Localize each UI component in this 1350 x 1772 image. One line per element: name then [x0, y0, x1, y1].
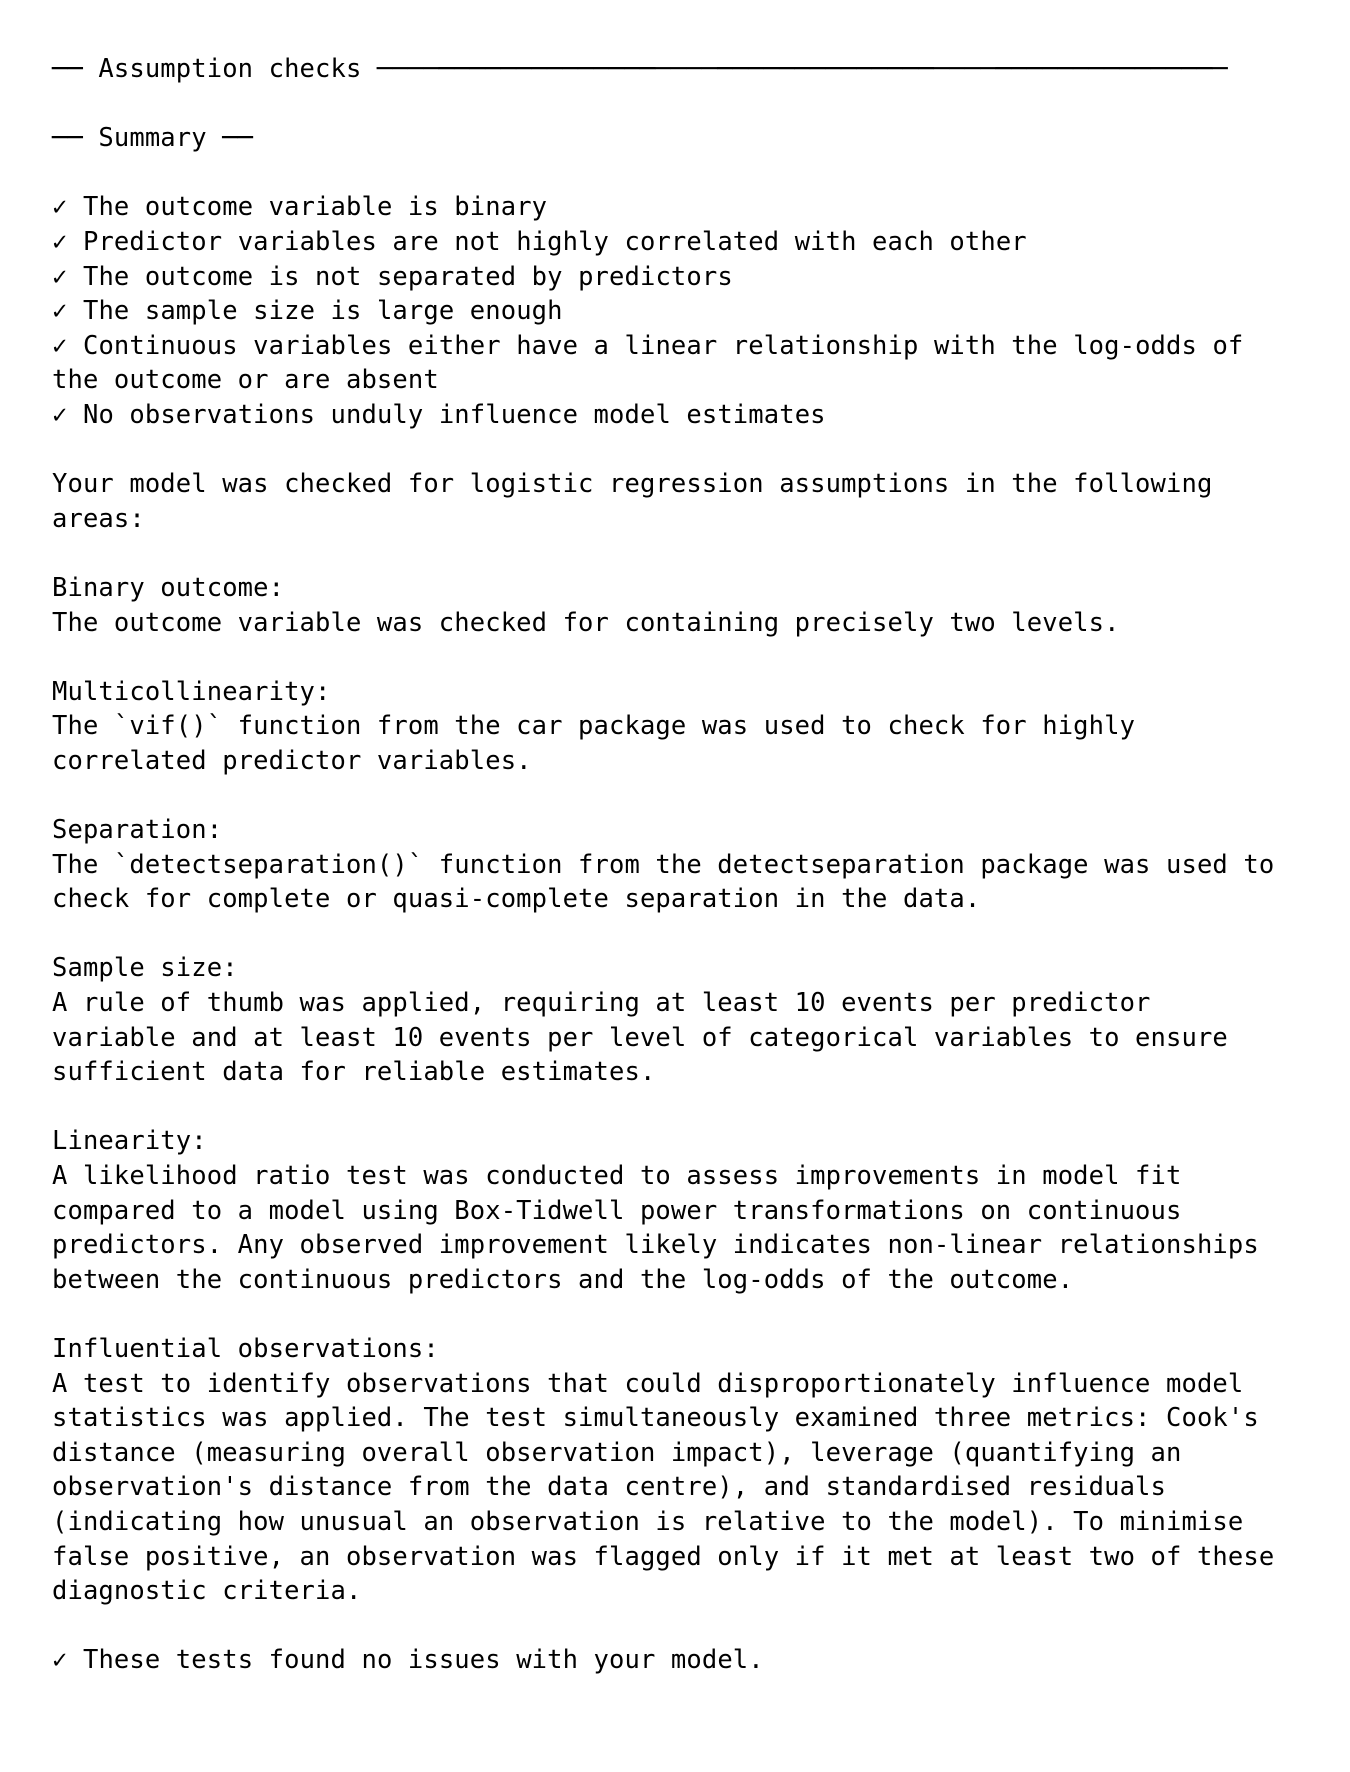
blank-line: [52, 917, 1350, 952]
check-icon: ✓: [52, 296, 68, 327]
summary-check-multicollinearity-label: Predictor variables are not highly correlated with each other: [82, 226, 1027, 257]
summary-check-multicollinearity: [52, 225, 1350, 260]
section-rule-summary: ── Summary ──: [52, 123, 254, 154]
section-heading-multicollinearity: Multicollinearity:: [52, 676, 331, 707]
summary-check-separation: [52, 260, 1350, 295]
blank-line: [52, 433, 1350, 468]
influential-observations-paragraph-line: A test to identify observations that could disproportionately influence model: [52, 1368, 1244, 1399]
blank-line: [52, 1609, 1350, 1644]
summary-check-linearity-label: Continuous variables either have a linear relationship with the log-odds of: [82, 330, 1244, 361]
summary-check-linearity: [52, 329, 1350, 364]
summary-check-influential-observations: [52, 398, 1350, 433]
summary-check-separation-label: The outcome is not separated by predictors: [82, 261, 733, 292]
blank-line: [52, 536, 1350, 571]
section-heading-separation: Separation:: [52, 815, 223, 846]
sample-size-paragraph-line: A rule of thumb was applied, requiring at least 10 events per predictor: [52, 988, 1151, 1019]
sample-size-paragraph-line: variable and at least 10 events per level of categorical variables to ensure: [52, 1022, 1228, 1053]
separation-paragraph-line: check for complete or quasi-complete separation in the data.: [52, 884, 981, 915]
check-icon: ✓: [52, 1645, 68, 1676]
summary-check-influential-observations-label: No observations unduly influence model estimates: [82, 399, 826, 430]
influential-observations-paragraph-line: distance (measuring overall observation impact), leverage (quantifying an: [52, 1437, 1182, 1468]
summary-check-sample-size: [52, 294, 1350, 329]
influential-observations-paragraph-line: diagnostic criteria.: [52, 1576, 362, 1607]
linearity-paragraph-line: predictors. Any observed improvement likely indicates non-linear relationships: [52, 1230, 1259, 1261]
check-icon: ✓: [52, 330, 68, 361]
blank-line: [52, 640, 1350, 675]
intro-paragraph-line: Your model was checked for logistic regression assumptions in the following: [52, 469, 1213, 500]
blank-line: [52, 1297, 1350, 1332]
blank-line: [52, 87, 1350, 122]
section-heading-influential-observations: Influential observations:: [52, 1333, 439, 1364]
conclusion-check: [52, 1643, 1350, 1678]
binary-outcome-paragraph-line: The outcome variable was checked for containing precisely two levels.: [52, 607, 1120, 638]
summary-check-sample-size-label: The sample size is large enough: [82, 296, 563, 327]
linearity-paragraph-line: A likelihood ratio test was conducted to assess improvements in model fit: [52, 1161, 1182, 1191]
check-icon: ✓: [52, 192, 68, 223]
multicollinearity-paragraph-line: correlated predictor variables.: [52, 745, 532, 776]
section-heading-linearity: Linearity:: [52, 1126, 207, 1157]
influential-observations-paragraph-line: statistics was applied. The test simultaneously examined three metrics: Cook's: [52, 1403, 1259, 1434]
sample-size-paragraph-line: sufficient data for reliable estimates.: [52, 1057, 656, 1088]
blank-line: [52, 1090, 1350, 1125]
influential-observations-paragraph-line: observation's distance from the data centre), and standardised residuals: [52, 1472, 1167, 1503]
linearity-paragraph-line: compared to a model using Box-Tidwell power transformations on continuous: [52, 1195, 1182, 1226]
section-heading-sample-size: Sample size:: [52, 953, 238, 984]
influential-observations-paragraph-line: (indicating how unusual an observation is relative to the model). To minimise: [52, 1506, 1244, 1537]
linearity-paragraph-line: between the continuous predictors and the log-odds of the outcome.: [52, 1264, 1074, 1295]
section-heading-binary-outcome: Binary outcome:: [52, 572, 285, 603]
check-icon: ✓: [52, 399, 68, 430]
blank-line: [52, 156, 1350, 191]
summary-check-binary-outcome-label: The outcome variable is binary: [82, 192, 548, 223]
check-icon: ✓: [52, 226, 68, 257]
blank-line: [52, 778, 1350, 813]
conclusion-check-label: These tests found no issues with your model.: [82, 1645, 764, 1676]
check-icon: ✓: [52, 261, 68, 292]
summary-check-linearity-continuation: the outcome or are absent: [52, 365, 439, 396]
separation-paragraph-line: The `detectseparation()` function from the detectseparation package was used to: [52, 849, 1275, 880]
intro-paragraph-line: areas:: [52, 503, 145, 534]
summary-check-binary-outcome: [52, 190, 1350, 225]
influential-observations-paragraph-line: false positive, an observation was flagged only if it met at least two of these: [52, 1541, 1275, 1572]
section-rule-assumption-checks: ── Assumption checks ───────────────────────────────────────────────────────: [52, 54, 1228, 84]
multicollinearity-paragraph-line: The `vif()` function from the car package was used to check for highly: [52, 711, 1136, 742]
